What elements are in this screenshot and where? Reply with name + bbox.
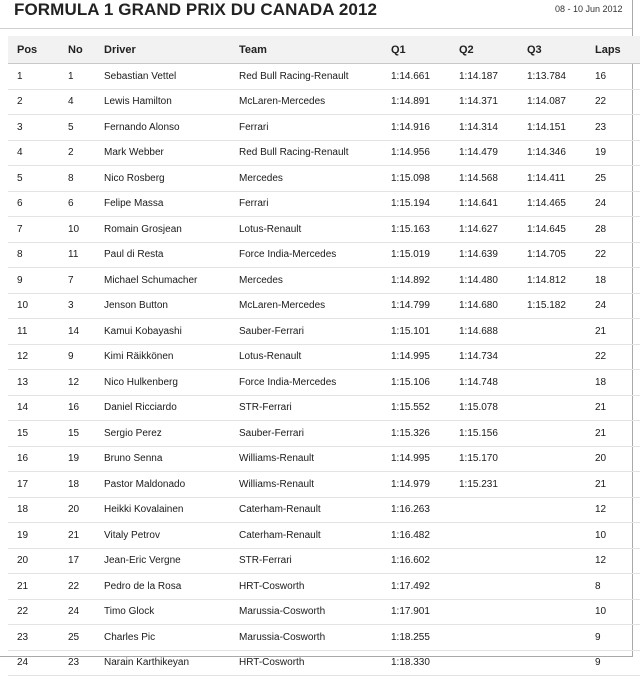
laps-cell: 24 xyxy=(595,293,640,319)
results-table xyxy=(8,36,640,676)
driver-cell: Felipe Massa xyxy=(104,191,239,217)
laps-cell: 18 xyxy=(595,370,640,396)
no-cell: 2 xyxy=(68,140,104,166)
column-header-q1: Q1 xyxy=(391,36,459,64)
column-header-q3: Q3 xyxy=(527,36,595,64)
q2-cell: 1:14.627 xyxy=(459,217,527,243)
q1-cell: 1:17.901 xyxy=(391,599,459,625)
pos-cell: 22 xyxy=(8,599,68,625)
q1-cell: 1:15.163 xyxy=(391,217,459,243)
q1-cell: 1:15.098 xyxy=(391,166,459,192)
no-cell: 20 xyxy=(68,497,104,523)
pos-cell: 14 xyxy=(8,395,68,421)
team-cell: Force India-Mercedes xyxy=(239,242,391,268)
no-cell: 3 xyxy=(68,293,104,319)
q2-cell: 1:14.641 xyxy=(459,191,527,217)
q2-cell: 1:14.187 xyxy=(459,64,527,90)
laps-cell: 25 xyxy=(595,166,640,192)
q3-cell: 1:14.087 xyxy=(527,89,595,115)
table-row xyxy=(8,395,640,421)
laps-cell: 22 xyxy=(595,242,640,268)
pos-cell: 10 xyxy=(8,293,68,319)
q3-cell xyxy=(527,472,595,498)
q1-cell: 1:18.255 xyxy=(391,625,459,651)
pos-cell: 18 xyxy=(8,497,68,523)
table-row xyxy=(8,523,640,549)
laps-cell: 28 xyxy=(595,217,640,243)
column-header-driver: Driver xyxy=(104,36,239,64)
driver-cell: Kamui Kobayashi xyxy=(104,319,239,345)
driver-cell: Bruno Senna xyxy=(104,446,239,472)
driver-cell: Sergio Perez xyxy=(104,421,239,447)
team-cell: Williams-Renault xyxy=(239,472,391,498)
q2-cell: 1:15.170 xyxy=(459,446,527,472)
q2-cell: 1:15.156 xyxy=(459,421,527,447)
laps-cell: 21 xyxy=(595,472,640,498)
driver-cell: Pastor Maldonado xyxy=(104,472,239,498)
team-cell: Lotus-Renault xyxy=(239,217,391,243)
q1-cell: 1:15.194 xyxy=(391,191,459,217)
table-row xyxy=(8,89,640,115)
column-header-pos: Pos xyxy=(8,36,68,64)
page-title: FORMULA 1 GRAND PRIX DU CANADA 2012 xyxy=(14,0,378,19)
column-header-no: No xyxy=(68,36,104,64)
table-row xyxy=(8,64,640,90)
q3-cell: 1:14.705 xyxy=(527,242,595,268)
q3-cell xyxy=(527,574,595,600)
laps-cell: 9 xyxy=(595,650,640,676)
pos-cell: 11 xyxy=(8,319,68,345)
q3-cell xyxy=(527,446,595,472)
driver-cell: Nico Hulkenberg xyxy=(104,370,239,396)
laps-cell: 19 xyxy=(595,140,640,166)
q1-cell: 1:14.799 xyxy=(391,293,459,319)
team-cell: Caterham-Renault xyxy=(239,497,391,523)
driver-cell: Mark Webber xyxy=(104,140,239,166)
no-cell: 14 xyxy=(68,319,104,345)
q2-cell xyxy=(459,497,527,523)
q2-cell xyxy=(459,548,527,574)
no-cell: 7 xyxy=(68,268,104,294)
driver-cell: Pedro de la Rosa xyxy=(104,574,239,600)
pos-cell: 5 xyxy=(8,166,68,192)
q3-cell: 1:15.182 xyxy=(527,293,595,319)
q2-cell: 1:14.639 xyxy=(459,242,527,268)
team-cell: McLaren-Mercedes xyxy=(239,293,391,319)
team-cell: Red Bull Racing-Renault xyxy=(239,140,391,166)
q1-cell: 1:14.891 xyxy=(391,89,459,115)
q1-cell: 1:14.916 xyxy=(391,115,459,141)
q1-cell: 1:16.263 xyxy=(391,497,459,523)
no-cell: 9 xyxy=(68,344,104,370)
q2-cell: 1:14.748 xyxy=(459,370,527,396)
q1-cell: 1:14.995 xyxy=(391,344,459,370)
pos-cell: 8 xyxy=(8,242,68,268)
laps-cell: 10 xyxy=(595,523,640,549)
team-cell: McLaren-Mercedes xyxy=(239,89,391,115)
q2-cell: 1:14.479 xyxy=(459,140,527,166)
pos-cell: 21 xyxy=(8,574,68,600)
q2-cell: 1:14.568 xyxy=(459,166,527,192)
pos-cell: 12 xyxy=(8,344,68,370)
laps-cell: 23 xyxy=(595,115,640,141)
table-row xyxy=(8,191,640,217)
table-row xyxy=(8,166,640,192)
driver-cell: Nico Rosberg xyxy=(104,166,239,192)
no-cell: 11 xyxy=(68,242,104,268)
team-cell: Caterham-Renault xyxy=(239,523,391,549)
q1-cell: 1:15.326 xyxy=(391,421,459,447)
q1-cell: 1:15.106 xyxy=(391,370,459,396)
driver-cell: Michael Schumacher xyxy=(104,268,239,294)
q2-cell xyxy=(459,650,527,676)
table-row xyxy=(8,293,640,319)
column-header-q2: Q2 xyxy=(459,36,527,64)
no-cell: 4 xyxy=(68,89,104,115)
laps-cell: 10 xyxy=(595,599,640,625)
no-cell: 8 xyxy=(68,166,104,192)
no-cell: 21 xyxy=(68,523,104,549)
table-row xyxy=(8,497,640,523)
driver-cell: Daniel Ricciardo xyxy=(104,395,239,421)
driver-cell: Charles Pic xyxy=(104,625,239,651)
no-cell: 25 xyxy=(68,625,104,651)
q3-cell xyxy=(527,344,595,370)
driver-cell: Sebastian Vettel xyxy=(104,64,239,90)
table-row xyxy=(8,344,640,370)
driver-cell: Lewis Hamilton xyxy=(104,89,239,115)
no-cell: 1 xyxy=(68,64,104,90)
no-cell: 5 xyxy=(68,115,104,141)
q1-cell: 1:18.330 xyxy=(391,650,459,676)
column-header-laps: Laps xyxy=(595,36,640,64)
team-cell: STR-Ferrari xyxy=(239,395,391,421)
q2-cell: 1:15.078 xyxy=(459,395,527,421)
q3-cell: 1:14.346 xyxy=(527,140,595,166)
laps-cell: 12 xyxy=(595,548,640,574)
table-row xyxy=(8,370,640,396)
q3-cell: 1:14.151 xyxy=(527,115,595,141)
no-cell: 23 xyxy=(68,650,104,676)
laps-cell: 22 xyxy=(595,89,640,115)
q1-cell: 1:14.661 xyxy=(391,64,459,90)
q2-cell xyxy=(459,574,527,600)
table-row xyxy=(8,242,640,268)
no-cell: 19 xyxy=(68,446,104,472)
no-cell: 16 xyxy=(68,395,104,421)
pos-cell: 13 xyxy=(8,370,68,396)
driver-cell: Vitaly Petrov xyxy=(104,523,239,549)
driver-cell: Romain Grosjean xyxy=(104,217,239,243)
q1-cell: 1:16.602 xyxy=(391,548,459,574)
q3-cell xyxy=(527,548,595,574)
q2-cell: 1:15.231 xyxy=(459,472,527,498)
team-cell: Ferrari xyxy=(239,115,391,141)
q1-cell: 1:14.892 xyxy=(391,268,459,294)
team-cell: Red Bull Racing-Renault xyxy=(239,64,391,90)
q2-cell xyxy=(459,599,527,625)
q2-cell xyxy=(459,523,527,549)
q1-cell: 1:17.492 xyxy=(391,574,459,600)
laps-cell: 12 xyxy=(595,497,640,523)
q3-cell xyxy=(527,650,595,676)
driver-cell: Fernando Alonso xyxy=(104,115,239,141)
pos-cell: 23 xyxy=(8,625,68,651)
pos-cell: 16 xyxy=(8,446,68,472)
pos-cell: 9 xyxy=(8,268,68,294)
laps-cell: 16 xyxy=(595,64,640,90)
table-row xyxy=(8,140,640,166)
q1-cell: 1:14.979 xyxy=(391,472,459,498)
pos-cell: 1 xyxy=(8,64,68,90)
laps-cell: 9 xyxy=(595,625,640,651)
team-cell: STR-Ferrari xyxy=(239,548,391,574)
no-cell: 6 xyxy=(68,191,104,217)
no-cell: 15 xyxy=(68,421,104,447)
event-date: 08 - 10 Jun 2012 xyxy=(555,4,623,14)
team-cell: Lotus-Renault xyxy=(239,344,391,370)
team-cell: Marussia-Cosworth xyxy=(239,625,391,651)
q3-cell xyxy=(527,625,595,651)
q3-cell: 1:14.465 xyxy=(527,191,595,217)
laps-cell: 21 xyxy=(595,421,640,447)
q2-cell: 1:14.371 xyxy=(459,89,527,115)
no-cell: 12 xyxy=(68,370,104,396)
pos-cell: 7 xyxy=(8,217,68,243)
team-cell: Williams-Renault xyxy=(239,446,391,472)
divider xyxy=(0,28,632,29)
q2-cell: 1:14.734 xyxy=(459,344,527,370)
q2-cell xyxy=(459,625,527,651)
pos-cell: 15 xyxy=(8,421,68,447)
q3-cell xyxy=(527,599,595,625)
driver-cell: Paul di Resta xyxy=(104,242,239,268)
q1-cell: 1:14.995 xyxy=(391,446,459,472)
column-header-team: Team xyxy=(239,36,391,64)
pos-cell: 2 xyxy=(8,89,68,115)
driver-cell: Timo Glock xyxy=(104,599,239,625)
pos-cell: 19 xyxy=(8,523,68,549)
laps-cell: 22 xyxy=(595,344,640,370)
pos-cell: 24 xyxy=(8,650,68,676)
q1-cell: 1:15.019 xyxy=(391,242,459,268)
no-cell: 18 xyxy=(68,472,104,498)
q3-cell xyxy=(527,395,595,421)
team-cell: Sauber-Ferrari xyxy=(239,421,391,447)
pos-cell: 17 xyxy=(8,472,68,498)
driver-cell: Kimi Räikkönen xyxy=(104,344,239,370)
pos-cell: 3 xyxy=(8,115,68,141)
q3-cell xyxy=(527,523,595,549)
table-body xyxy=(8,64,640,676)
table-row xyxy=(8,319,640,345)
table-row xyxy=(8,472,640,498)
q3-cell xyxy=(527,370,595,396)
pos-cell: 20 xyxy=(8,548,68,574)
q3-cell xyxy=(527,497,595,523)
no-cell: 10 xyxy=(68,217,104,243)
laps-cell: 24 xyxy=(595,191,640,217)
laps-cell: 21 xyxy=(595,395,640,421)
driver-cell: Heikki Kovalainen xyxy=(104,497,239,523)
table-row xyxy=(8,650,640,676)
q2-cell: 1:14.314 xyxy=(459,115,527,141)
table-row xyxy=(8,625,640,651)
laps-cell: 20 xyxy=(595,446,640,472)
pos-cell: 4 xyxy=(8,140,68,166)
no-cell: 17 xyxy=(68,548,104,574)
team-cell: Ferrari xyxy=(239,191,391,217)
table-header-row xyxy=(8,36,640,64)
team-cell: Marussia-Cosworth xyxy=(239,599,391,625)
table-row xyxy=(8,268,640,294)
laps-cell: 18 xyxy=(595,268,640,294)
table-row xyxy=(8,115,640,141)
q3-cell: 1:14.645 xyxy=(527,217,595,243)
table-row xyxy=(8,446,640,472)
q1-cell: 1:15.101 xyxy=(391,319,459,345)
team-cell: HRT-Cosworth xyxy=(239,574,391,600)
q1-cell: 1:16.482 xyxy=(391,523,459,549)
q1-cell: 1:14.956 xyxy=(391,140,459,166)
q3-cell: 1:13.784 xyxy=(527,64,595,90)
driver-cell: Jenson Button xyxy=(104,293,239,319)
driver-cell: Narain Karthikeyan xyxy=(104,650,239,676)
team-cell: HRT-Cosworth xyxy=(239,650,391,676)
q2-cell: 1:14.688 xyxy=(459,319,527,345)
q1-cell: 1:15.552 xyxy=(391,395,459,421)
q3-cell xyxy=(527,319,595,345)
q3-cell xyxy=(527,421,595,447)
no-cell: 22 xyxy=(68,574,104,600)
team-cell: Sauber-Ferrari xyxy=(239,319,391,345)
table-row xyxy=(8,599,640,625)
team-cell: Mercedes xyxy=(239,268,391,294)
q2-cell: 1:14.480 xyxy=(459,268,527,294)
table-row xyxy=(8,574,640,600)
table-row xyxy=(8,217,640,243)
no-cell: 24 xyxy=(68,599,104,625)
team-cell: Mercedes xyxy=(239,166,391,192)
pos-cell: 6 xyxy=(8,191,68,217)
laps-cell: 8 xyxy=(595,574,640,600)
team-cell: Force India-Mercedes xyxy=(239,370,391,396)
driver-cell: Jean-Eric Vergne xyxy=(104,548,239,574)
table-row xyxy=(8,421,640,447)
table-row xyxy=(8,548,640,574)
laps-cell: 21 xyxy=(595,319,640,345)
q2-cell: 1:14.680 xyxy=(459,293,527,319)
q3-cell: 1:14.411 xyxy=(527,166,595,192)
q3-cell: 1:14.812 xyxy=(527,268,595,294)
